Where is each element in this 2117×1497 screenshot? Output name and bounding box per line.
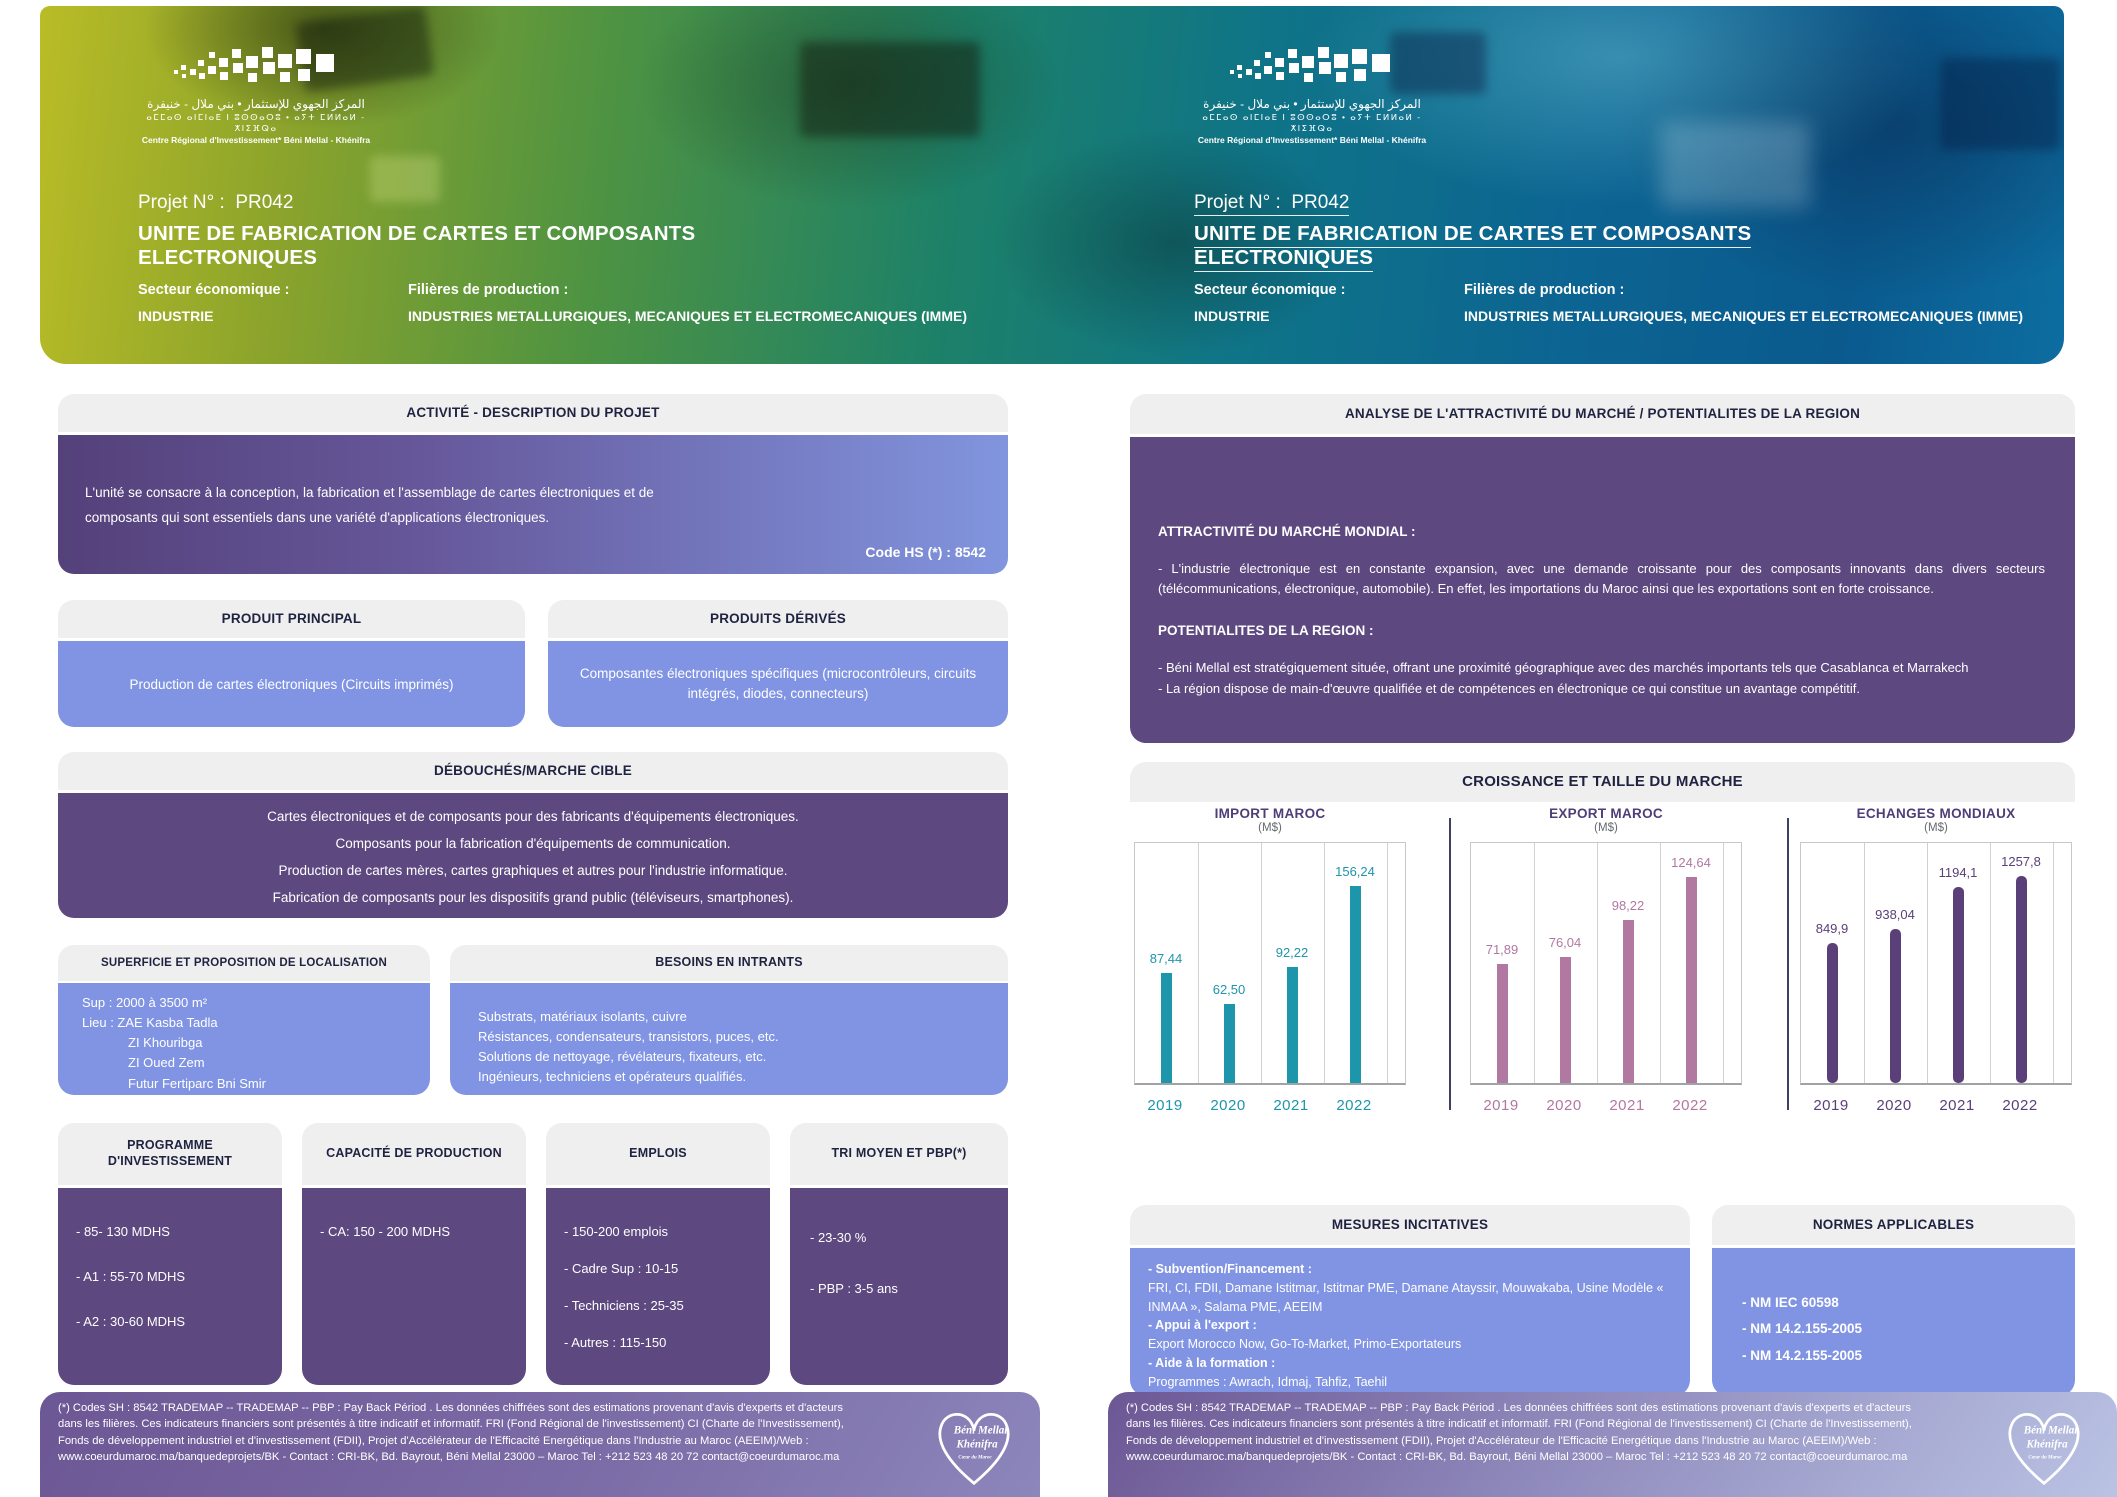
page-title [1194,222,1934,270]
chart-gridline [1261,843,1262,1083]
chart-gridline [1723,843,1724,1083]
investment-line: - A2 : 30-60 MDHS [76,1314,186,1329]
heart-logo-line2: Khénifra [2026,1438,2068,1451]
cri-logo-arabic: المركز الجهوي للإستثمار • بني ملال - خنيفرة [1203,97,1421,111]
header-banner [40,6,2064,364]
footer-left-page [40,1392,1040,1497]
header-block-left [92,6,1092,364]
chart-value-label: 849,9 [1815,921,1849,936]
bar-chart-export-maroc [1470,806,1742,1119]
investment-header: PROGRAMME D'INVESTISSEMENT [58,1123,282,1185]
chart-value-label: 938,04 [1875,907,1915,922]
chart-value-label: 98,22 [1611,898,1645,913]
chart-title: EXPORT MAROC [1549,806,1663,821]
cri-logo-french: Centre Régional d'Investissement* Béni Mellal - Khénifra [141,135,371,146]
footer-disclaimer: (*) Codes SH : 8542 TRADEMAP -- TRADEMAP -- PBP : Pay Back Périod . Les données chiffrées sont des estimations provenant d'avis d'experts et d'acteurs dans les filières. Ces indicateurs financiers sont présentés à titre indicatif et informatif. FRI (Fond Régional de l'investissement) CI (Charte de l'Investissement), Fonds de développement industriel et d'investissement (FDII), Projet d'Accélérateur de l'Efficacité Energétique dans l'Industrie au Maroc (AEEIM)/Web : www.coeurdumaroc.ma/banquedeprojets/BK - Contact : CRI-BK, Bd. Bayrout, Béni Mellal 23000 – Maroc Tel : +212 523 48 20 72 contact@coeurdumaroc.ma [1126,1402,1912,1464]
chart-gridline [1387,843,1388,1083]
chart-divider [1787,818,1789,1110]
project-number: Projet N° : PR042 [138,192,294,213]
capacity-header: CAPACITÉ DE PRODUCTION [302,1123,526,1185]
chart-bar [1161,973,1172,1083]
chart-value-label: 156,24 [1335,864,1375,879]
bar-chart-import-maroc [1134,806,1406,1119]
chart-bar [1827,943,1838,1083]
world-market-text: - L'industrie électronique est en constante expansion, avec une demande croissante pour des composants innovants dans divers secteurs (télécommunications, électronique, automobile). En effet, les importations du Maroc ainsi que les exportations sont en forte croissance. [1158,560,2045,597]
cri-logo [1186,40,1438,147]
incentive-subhead: - Subvention/Financement : [1148,1262,1312,1276]
incentive-text: FRI, CI, FDII, Damane Istitmar, Istitmar PME, Damane Atayssir, Mouwakaba, Usine Modèle « INMAA », Salama PME, AEEIM [1148,1280,1664,1314]
hs-code: Code HS (*) : 8542 [865,544,986,560]
heart-logo-line1: Béni Mellal [2023,1424,2078,1437]
cri-logo-icon [166,40,346,92]
activity-section-body [58,435,1008,574]
chart-bar [1350,886,1361,1083]
location-line: Sup : 2000 à 3500 m² [82,995,208,1010]
chart-bar [1686,877,1697,1083]
cri-logo-tifinagh: ⴰⵎⵎⴰⵙ ⴰⵏⵎⵏⴰⴹ ⵏ ⵓⵙⵙⴰⵔⵓ • ⴰⵢⵜ ⵎⵍⵍⴰⵍ - ⵅⵏⵉⴼⵕⴰ [146,112,366,134]
incentive-text: Programmes : Awrach, Idmaj, Tahfiz, Taehil [1148,1374,1387,1389]
chart-value-label: 1257,8 [2001,854,2041,869]
location-line: ZI Oued Zem [128,1055,205,1071]
investment-body [58,1188,282,1385]
location-body [58,983,430,1095]
chart-x-axis-labels [1800,1097,2072,1119]
chart-gridline [2053,843,2054,1083]
jobs-line: - Autres : 115-150 [564,1335,667,1350]
outlet-line: Composants pour la fabrication d'équipements de communication. [335,836,731,851]
input-line: Résistances, condensateurs, transistors, puces, etc. [478,1029,779,1045]
chart-year-label: 2022 [2002,1097,2038,1114]
region-potential-subtitle: POTENTIALITES DE LA REGION : [1158,623,1374,639]
filiere-label: Filières de production : [408,282,569,298]
incentive-subhead: - Appui à l'export : [1148,1318,1257,1333]
chart-value-label: 71,89 [1485,942,1519,957]
filiere-value: INDUSTRIES METALLURGIQUES, MECANIQUES ET ELECTROMECANIQUES (IMME) [408,308,967,324]
chart-year-label: 2019 [1813,1097,1849,1114]
cri-logo [130,40,382,147]
chart-gridline [1864,843,1865,1083]
chart-title: IMPORT MAROC [1214,806,1326,821]
sector-label: Secteur économique : [1194,282,1346,298]
incentives-header: MESURES INCITATIVES [1130,1205,1690,1245]
main-product-body: Production de cartes électroniques (Circuits imprimés) [58,641,525,727]
chart-x-axis-labels [1134,1097,1406,1119]
chart-gridline [1597,843,1598,1083]
tri-pbp-body [790,1188,1008,1385]
chart-gridline [1927,843,1928,1083]
region-potential-line: - Béni Mellal est stratégiquement située, offrant une proximité géographique avec des marchés importants tels que Casablanca et Marrakech [1158,659,1969,675]
location-line: Futur Fertiparc Bni Smir [128,1075,266,1091]
derived-products-body: Composantes électroniques spécifiques (microcontrôleurs, circuits intégrés, diodes, connecteurs) [548,641,1008,727]
chart-value-label: 87,44 [1149,951,1183,966]
chart-year-label: 2020 [1210,1097,1246,1114]
cri-logo-french: Centre Régional d'Investissement* Béni Mellal - Khénifra [1197,135,1427,146]
region-potential-line: - La région dispose de main-d'œuvre qualifiée et de compétences en électronique ce qui constitue un avantage compétitif. [1158,680,1861,696]
chart-unit-label: (M$) [1594,822,1618,834]
filiere-label: Filières de production : [1464,282,1625,298]
jobs-header: EMPLOIS [546,1123,770,1185]
page-title-text: UNITE DE FABRICATION DE CARTES ET COMPOSANTS ELECTRONIQUES [1194,222,1751,272]
chart-divider [1449,818,1451,1110]
market-growth-header: CROISSANCE ET TAILLE DU MARCHE [1130,762,2075,802]
activity-section-header: ACTIVITÉ - DESCRIPTION DU PROJET [58,394,1008,432]
jobs-body [546,1188,770,1385]
location-line: Lieu : ZAE Kasba Tadla [82,1015,218,1031]
chart-year-label: 2020 [1876,1097,1912,1114]
chart-year-label: 2022 [1672,1097,1708,1114]
chart-year-label: 2019 [1483,1097,1519,1114]
chart-value-label: 1194,1 [1938,865,1978,880]
chart-bar [1890,929,1901,1083]
chart-value-label: 92,22 [1275,945,1309,960]
bar-chart-echanges-mondiaux [1800,806,2072,1119]
sector-value: INDUSTRIE [1194,308,1270,324]
footer-right-page [1108,1392,2117,1497]
footer-disclaimer: (*) Codes SH : 8542 TRADEMAP -- TRADEMAP -- PBP : Pay Back Périod . Les données chiffrées sont des estimations provenant d'avis d'experts et d'acteurs dans les filières. Ces indicateurs financiers sont présentés à titre indicatif et informatif. FRI (Fond Régional de l'investissement) CI (Charte de l'Investissement), Fonds de développement industriel et d'investissement (FDII), Projet d'Accélérateur de l'Efficacité Energétique dans l'Industrie au Maroc (AEEIM)/Web : www.coeurdumaroc.ma/banquedeprojets/BK - Contact : CRI-BK, Bd. Bayrout, Béni Mellal 23000 – Maroc Tel : +212 523 48 20 72 contact@coeurdumaroc.ma [58,1402,844,1464]
inputs-body [450,983,1008,1095]
standards-body [1712,1248,2075,1396]
chart-gridline [1534,843,1535,1083]
chart-value-label: 62,50 [1212,982,1246,997]
sector-value: INDUSTRIE [138,308,214,324]
market-analysis-body [1130,437,2075,743]
header-block-right [1148,6,2064,364]
tri-pbp-header: TRI MOYEN ET PBP(*) [790,1123,1008,1185]
chart-unit-label: (M$) [1924,822,1948,834]
chart-plot-area [1134,842,1406,1085]
outlet-line: Production de cartes mères, cartes graphiques et autres pour l'industrie informatique. [278,863,788,878]
market-outlets-body [58,793,1008,918]
incentive-text: Export Morocco Now, Go-To-Market, Primo-Exportateurs [1148,1337,1462,1351]
heart-logo-line3: Cœur du Maroc [2028,1454,2062,1461]
input-line: Solutions de nettoyage, révélateurs, fixateurs, etc. [478,1049,767,1065]
capacity-body [302,1188,526,1385]
chart-year-label: 2021 [1273,1097,1309,1114]
sector-label: Secteur économique : [138,282,290,298]
chart-bar [2016,876,2027,1083]
chart-value-label: 76,04 [1548,935,1582,950]
chart-year-label: 2021 [1939,1097,1975,1114]
cri-logo-tifinagh: ⴰⵎⵎⴰⵙ ⴰⵏⵎⵏⴰⴹ ⵏ ⵓⵙⵙⴰⵔⵓ • ⴰⵢⵜ ⵎⵍⵍⴰⵍ - ⵅⵏⵉⴼⵕⴰ [1202,112,1422,134]
investment-line: - A1 : 55-70 MDHS [76,1269,186,1284]
standard-line: - NM 14.2.155-2005 [1742,1321,1863,1337]
chart-value-label: 124,64 [1671,855,1711,870]
cri-logo-icon [1222,40,1402,92]
chart-gridline [1990,843,1991,1083]
filiere-value: INDUSTRIES METALLURGIQUES, MECANIQUES ET ELECTROMECANIQUES (IMME) [1464,308,2023,324]
chart-bar [1497,964,1508,1083]
activity-description: L'unité se consacre à la conception, la fabrication et l'assemblage de cartes électroniques et de composants qui sont essentiels dans une variété d'applications électroniques. [85,485,654,525]
chart-year-label: 2020 [1546,1097,1582,1114]
chart-year-label: 2022 [1336,1097,1372,1114]
chart-plot-area [1800,842,2072,1085]
location-line: ZI Khouribga [128,1035,203,1051]
chart-x-axis-labels [1470,1097,1742,1119]
chart-bar [1623,920,1634,1083]
standard-line: - NM 14.2.155-2005 [1742,1347,1863,1363]
cri-logo-arabic: المركز الجهوي للإستثمار • بني ملال - خنيفرة [147,97,365,111]
investment-line: - 85- 130 MDHS [76,1224,170,1239]
incentive-subhead: - Aide à la formation : [1148,1355,1276,1370]
page-title: UNITE DE FABRICATION DE CARTES ET COMPOSANTS ELECTRONIQUES [138,222,696,269]
tri-line: - 23-30 % [810,1230,867,1245]
capacity-line: - CA: 150 - 200 MDHS [320,1224,451,1239]
region-heart-logo [1998,1402,2090,1490]
incentives-body [1130,1248,1690,1396]
chart-bar [1287,967,1298,1083]
chart-gridline [1324,843,1325,1083]
input-line: Ingénieurs, techniciens et opérateurs qualifiés. [478,1069,747,1085]
world-market-subtitle: ATTRACTIVITÉ DU MARCHÉ MONDIAL : [1158,524,1416,539]
chart-title: ECHANGES MONDIAUX [1856,806,2016,821]
chart-gridline [1660,843,1661,1083]
market-outlets-header: DÉBOUCHÉS/MARCHE CIBLE [58,752,1008,790]
project-number-text: Projet N° : PR042 [1194,192,1349,216]
jobs-line: - 150-200 emplois [564,1224,669,1239]
tri-line: - PBP : 3-5 ans [810,1281,898,1296]
chart-bar [1560,957,1571,1083]
heart-logo-line3: Cœur du Maroc [958,1454,992,1461]
chart-unit-label: (M$) [1258,822,1282,834]
main-product-header: PRODUIT PRINCIPAL [58,600,525,638]
chart-plot-area [1470,842,1742,1085]
input-line: Substrats, matériaux isolants, cuivre [478,1009,687,1024]
chart-year-label: 2019 [1147,1097,1183,1114]
project-number [1194,192,1349,214]
chart-year-label: 2021 [1609,1097,1645,1114]
chart-gridline [1198,843,1199,1083]
jobs-line: - Cadre Sup : 10-15 [564,1261,679,1276]
region-heart-logo [928,1402,1020,1490]
location-header: SUPERFICIE ET PROPOSITION DE LOCALISATION [58,945,430,981]
outlet-line: Cartes électroniques et de composants pour des fabricants d'équipements électroniques. [267,809,799,824]
standards-header: NORMES APPLICABLES [1712,1205,2075,1245]
outlet-line: Fabrication de composants pour les dispositifs grand public (téléviseurs, smartphones). [272,890,794,905]
inputs-header: BESOINS EN INTRANTS [450,945,1008,981]
standard-line: - NM IEC 60598 [1742,1295,1839,1310]
market-analysis-header: ANALYSE DE L'ATTRACTIVITÉ DU MARCHÉ / POTENTIALITES DE LA REGION [1130,394,2075,434]
heart-logo-line2: Khénifra [956,1438,998,1451]
heart-logo-line1: Béni Mellal [953,1424,1008,1437]
jobs-line: - Techniciens : 25-35 [564,1298,684,1313]
chart-bar [1953,887,1964,1083]
derived-products-header: PRODUITS DÉRIVÉS [548,600,1008,638]
chart-bar [1224,1004,1235,1083]
